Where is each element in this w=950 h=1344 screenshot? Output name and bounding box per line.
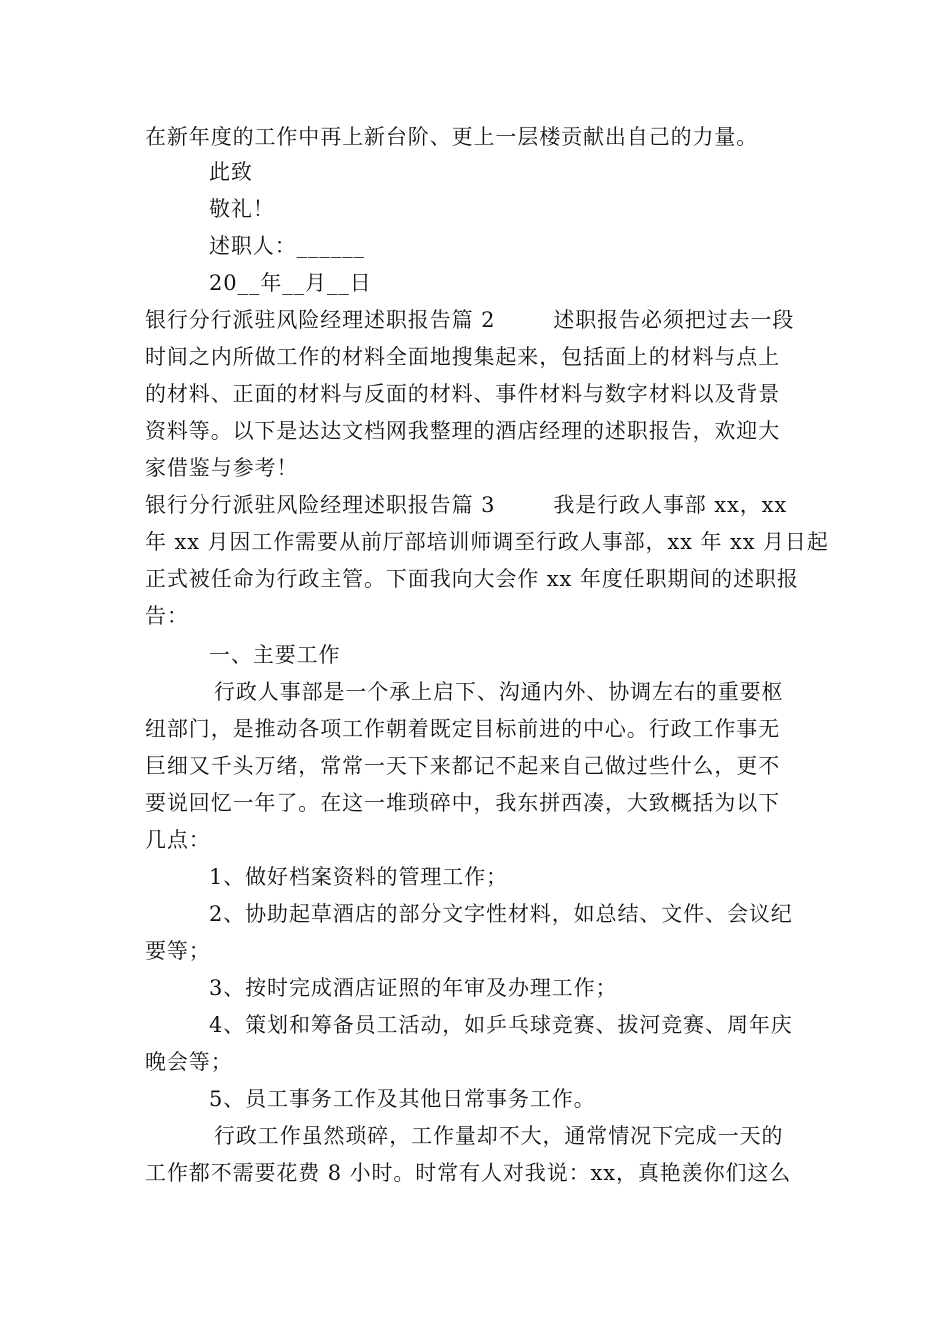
paragraph-line: 工作都不需要花费 8 小时。时常有人对我说：xx，真艳羡你们这么 bbox=[145, 1161, 792, 1185]
paragraph-line: 在新年度的工作中再上新台阶、更上一层楼贡献出自己的力量。 bbox=[145, 125, 759, 149]
paragraph-line: 告： bbox=[145, 604, 189, 628]
paragraph-line: 要说回忆一年了。在这一堆琐碎中，我东拼西凑，大致概括为以下 bbox=[145, 791, 781, 815]
closing-salutation: 此致 bbox=[209, 160, 253, 184]
closing-respect: 敬礼！ bbox=[209, 197, 275, 221]
paragraph-line: 行政工作虽然琐碎，工作量却不大，通常情况下完成一天的 bbox=[214, 1124, 784, 1148]
report-heading-line bbox=[145, 487, 809, 524]
report-heading-line bbox=[145, 302, 809, 339]
report-intro-text: 述职报告必须把过去一段 bbox=[553, 308, 795, 332]
list-item: 1、做好档案资料的管理工作； bbox=[209, 865, 508, 889]
report-intro-text: 我是行政人事部 xx，xx bbox=[553, 493, 788, 517]
paragraph-line: 纽部门，是推动各项工作朝着既定目标前进的中心。行政工作事无 bbox=[145, 717, 781, 741]
section-title-report-3: 银行分行派驻风险经理述职报告篇 3 bbox=[145, 493, 496, 517]
date-line: 20__年__月__日 bbox=[209, 271, 372, 295]
paragraph-line: 巨细又千头万绪，常常一天下来都记不起来自己做过些什么，更不 bbox=[145, 754, 781, 778]
paragraph-line: 正式被任命为行政主管。下面我向大会作 xx 年度任职期间的述职报 bbox=[145, 567, 799, 591]
list-item: 4、策划和筹备员工活动，如乒乓球竞赛、拔河竞赛、周年庆 bbox=[209, 1013, 793, 1037]
section-heading: 一、主要工作 bbox=[209, 643, 341, 667]
list-item: 2、协助起草酒店的部分文字性材料，如总结、文件、会议纪 bbox=[209, 902, 793, 926]
paragraph-line: 家借鉴与参考！ bbox=[145, 456, 299, 480]
reporter-signature-line: 述职人：______ bbox=[209, 234, 365, 258]
paragraph-line: 的材料、正面的材料与反面的材料、事件材料与数字材料以及背景 bbox=[145, 382, 781, 406]
paragraph-line: 年 xx 月因工作需要从前厅部培训师调至行政人事部，xx 年 xx 月日起 bbox=[145, 530, 829, 554]
list-item: 3、按时完成酒店证照的年审及办理工作； bbox=[209, 976, 618, 1000]
paragraph-line: 行政人事部是一个承上启下、沟通内外、协调左右的重要枢 bbox=[214, 680, 784, 704]
paragraph-line: 资料等。以下是达达文档网我整理的酒店经理的述职报告，欢迎大 bbox=[145, 419, 781, 443]
paragraph-line: 时间之内所做工作的材料全面地搜集起来，包括面上的材料与点上 bbox=[145, 345, 781, 369]
list-item-continuation: 要等； bbox=[145, 939, 211, 963]
section-title-report-2: 银行分行派驻风险经理述职报告篇 2 bbox=[145, 308, 496, 332]
list-item: 5、员工事务工作及其他日常事务工作。 bbox=[209, 1087, 596, 1111]
paragraph-line: 几点： bbox=[145, 828, 211, 852]
list-item-continuation: 晚会等； bbox=[145, 1050, 233, 1074]
